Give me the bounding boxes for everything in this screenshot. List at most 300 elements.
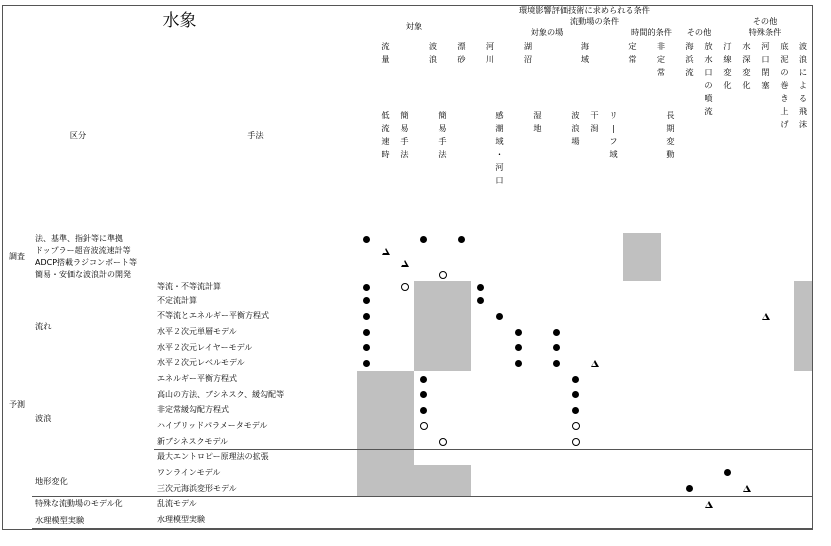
- grid-cell: [376, 434, 396, 451]
- grid-cell: [547, 387, 567, 404]
- method-label: [154, 497, 358, 514]
- grid-cell: [433, 387, 453, 404]
- grid-cell: [585, 481, 605, 498]
- grid-cell: [490, 434, 510, 451]
- colhead-tidal-river: [490, 105, 510, 234]
- grid-cell: [395, 324, 415, 341]
- grid-cell: [775, 512, 795, 529]
- grid-cell: [414, 481, 434, 498]
- grid-cell: [433, 340, 453, 357]
- grid-cell: [452, 340, 472, 357]
- grid-cell: [661, 434, 681, 451]
- grid-cell: [680, 434, 700, 451]
- grid-cell: [376, 293, 396, 310]
- grid-cell: [547, 309, 567, 326]
- method-label-text: 水平２次元単層モデル: [157, 327, 237, 337]
- mark-container: [566, 387, 585, 403]
- grid-cell: [794, 340, 813, 357]
- filled-circle-mark: [572, 391, 579, 398]
- grid-cell: [471, 512, 491, 529]
- method-label-text: 最大エントロピー原理法の拡張: [157, 452, 269, 462]
- grid-cell: [452, 450, 472, 467]
- grid-cell: [642, 497, 662, 514]
- grid-cell: [661, 418, 681, 435]
- mark-container: [566, 418, 585, 434]
- method-label-text: ハイブリッドパラメータモデル: [157, 421, 268, 431]
- method-label: [154, 434, 358, 451]
- grid-cell: [756, 387, 776, 404]
- grid-cell: [452, 481, 472, 498]
- open-circle-mark: [439, 271, 447, 279]
- mark-container: [756, 309, 775, 325]
- grid-cell: [737, 356, 757, 373]
- grid-cell: [661, 387, 681, 404]
- mark-container: [414, 371, 433, 387]
- grid-cell: [528, 293, 548, 310]
- grid-cell: [623, 309, 643, 326]
- grid-cell: [452, 371, 472, 388]
- colhead-wave-spray: [794, 37, 813, 234]
- grid-cell: [490, 497, 510, 514]
- grid-cell: [737, 512, 757, 529]
- method-label-text: 高山の方法、ブシネスク、緩勾配等: [157, 389, 285, 399]
- grid-cell: [566, 340, 586, 357]
- grid-cell: [642, 340, 662, 357]
- grid-cell: [566, 371, 586, 388]
- grid-cell: [794, 309, 813, 326]
- grid-cell: [566, 512, 586, 529]
- group-waves: [32, 371, 155, 466]
- grid-cell: [775, 309, 795, 326]
- grid-cell: [433, 356, 453, 373]
- grid-cell: [509, 324, 529, 341]
- grid-cell: [680, 497, 700, 514]
- filled-circle-mark: [572, 407, 579, 414]
- grid-cell: [699, 465, 719, 482]
- mark-container: [509, 356, 528, 372]
- grid-cell: [794, 465, 813, 482]
- filled-circle-mark: [363, 313, 370, 320]
- grid-cell: [775, 293, 795, 310]
- grid-cell: [604, 418, 624, 435]
- grid-cell: [490, 340, 510, 357]
- grid-cell: [414, 450, 434, 467]
- grid-cell: [623, 481, 643, 498]
- grid-cell: [566, 481, 586, 498]
- grid-cell: [718, 512, 738, 529]
- colhead-beach-current: [680, 37, 700, 234]
- grid-cell: [604, 497, 624, 514]
- grid-cell: [471, 403, 491, 420]
- grid-cell: [737, 450, 757, 467]
- method-label-text: エネルギー平衡方程式: [157, 374, 237, 384]
- grid-cell: [718, 371, 738, 388]
- grid-cell: [585, 403, 605, 420]
- mark-container: [357, 324, 376, 340]
- grid-cell: [775, 371, 795, 388]
- grid-cell: [452, 403, 472, 420]
- grid-cell: [604, 403, 624, 420]
- colhead-lake-text: 湖 沼: [523, 41, 533, 64]
- grid-cell: [357, 418, 377, 435]
- mark-container: [414, 387, 433, 403]
- assessment-table: [2, 5, 813, 530]
- method-label-text: 不等流とエネルギー平衡方程式: [157, 311, 269, 321]
- grid-cell: [718, 450, 738, 467]
- grid-cell: [794, 512, 813, 529]
- grid-cell: [699, 371, 719, 388]
- grid-cell: [490, 465, 510, 482]
- grid-cell: [585, 324, 605, 341]
- mark-container: [737, 481, 756, 497]
- colhead-mud-resuspension: [775, 37, 795, 234]
- header-method-text: 手法: [247, 129, 264, 140]
- grid-cell: [794, 403, 813, 420]
- mark-container: [566, 371, 585, 387]
- grid-cell: [528, 497, 548, 514]
- grid-cell: [357, 497, 377, 514]
- grid-cell: [471, 434, 491, 451]
- grid-cell: [756, 324, 776, 341]
- grid-cell: [680, 387, 700, 404]
- grid-cell: [357, 481, 377, 498]
- grid-cell: [509, 497, 529, 514]
- mark-container: [395, 281, 414, 293]
- grid-cell: [718, 403, 738, 420]
- grid-cell: [547, 512, 567, 529]
- colhead-wave-field: [566, 105, 586, 234]
- grid-cell: [623, 340, 643, 357]
- filled-circle-mark: [420, 391, 427, 398]
- grid-cell: [528, 387, 548, 404]
- grid-cell: [414, 418, 434, 435]
- grid-cell: [661, 324, 681, 341]
- grid-cell: [794, 418, 813, 435]
- grid-cell: [585, 371, 605, 388]
- colhead-steady: [623, 37, 643, 234]
- method-label: [154, 481, 358, 498]
- grid-cell: [376, 418, 396, 435]
- survey-row-label-text: ドップラー超音波流速計等: [35, 246, 131, 255]
- colhead-wave-spray-text: 波 浪 に よ る 飛 沫: [798, 41, 808, 129]
- grid-cell: [433, 465, 453, 482]
- grid-cell: [775, 403, 795, 420]
- grid-cell: [528, 418, 548, 435]
- mark-container: [433, 269, 452, 281]
- grid-cell: [528, 356, 548, 373]
- group-special-flow: [32, 497, 155, 514]
- mark-container: [357, 233, 376, 245]
- grid-cell: [452, 434, 472, 451]
- header-main-conditions-text: 環境影響評価技術に求められる条件: [518, 5, 650, 15]
- grid-cell: [680, 309, 700, 326]
- grid-cell: [623, 324, 643, 341]
- grid-cell: [414, 371, 434, 388]
- grid-cell: [661, 403, 681, 420]
- grid-cell: [376, 481, 396, 498]
- grid-cell: [794, 481, 813, 498]
- grid-cell: [376, 309, 396, 326]
- grid-cell: [452, 418, 472, 435]
- grid-cell: [490, 371, 510, 388]
- filled-circle-mark: [363, 344, 370, 351]
- group-topography: [32, 465, 155, 497]
- grid-cell: [433, 512, 453, 529]
- grid-cell: [433, 418, 453, 435]
- grid-cell: [642, 418, 662, 435]
- mark-container: [566, 434, 585, 450]
- grid-cell: [452, 324, 472, 341]
- grid-cell: [585, 340, 605, 357]
- grid-cell: [357, 403, 377, 420]
- grid-cell: [642, 356, 662, 373]
- grid-cell: [357, 371, 377, 388]
- grid-cell: [509, 481, 529, 498]
- grid-cell: [718, 309, 738, 326]
- open-circle-mark: [420, 422, 428, 430]
- grid-cell: [699, 293, 719, 310]
- filled-circle-mark: [724, 469, 731, 476]
- grid-cell: [509, 418, 529, 435]
- mark-container: [509, 340, 528, 356]
- method-label: [154, 324, 358, 341]
- colhead-long-term: [661, 105, 681, 234]
- grid-cell: [737, 324, 757, 341]
- grid-cell: [566, 418, 586, 435]
- grid-cell: [414, 434, 434, 451]
- grid-cell: [680, 450, 700, 467]
- grid-cell: [376, 356, 396, 373]
- grid-cell: [471, 293, 491, 310]
- grid-cell: [718, 293, 738, 310]
- grid-cell: [490, 293, 510, 310]
- colhead-low-velocity-text: 低 流 速 時: [381, 110, 390, 159]
- grid-cell: [471, 371, 491, 388]
- grid-cell: [471, 465, 491, 482]
- grid-cell: [376, 371, 396, 388]
- grid-cell: [623, 497, 643, 514]
- mark-container: [357, 356, 376, 372]
- grid-cell: [623, 371, 643, 388]
- grid-cell: [775, 450, 795, 467]
- grid-cell: [547, 450, 567, 467]
- method-label: [154, 371, 358, 388]
- grid-cell: [756, 340, 776, 357]
- grid-cell: [680, 481, 700, 498]
- mark-container: [452, 233, 471, 245]
- mark-container: [547, 356, 566, 372]
- method-label: [154, 512, 358, 529]
- grid-cell: [452, 387, 472, 404]
- grid-cell: [661, 465, 681, 482]
- grid-cell: [794, 371, 813, 388]
- grid-cell: [395, 434, 415, 451]
- mark-container: [357, 281, 376, 293]
- section-survey-text: 調査: [9, 252, 25, 261]
- grid-cell: [604, 371, 624, 388]
- grid-cell: [433, 324, 453, 341]
- grid-cell: [775, 387, 795, 404]
- grid-cell: [661, 340, 681, 357]
- grid-cell: [395, 371, 415, 388]
- filled-circle-mark: [553, 344, 560, 351]
- filled-circle-mark: [363, 360, 370, 367]
- grid-cell: [661, 371, 681, 388]
- grid-cell: [585, 293, 605, 310]
- grid-cell: [528, 324, 548, 341]
- filled-circle-mark: [477, 297, 484, 304]
- grid-cell: [566, 293, 586, 310]
- grid-cell: [680, 340, 700, 357]
- grid-cell: [585, 465, 605, 482]
- grid-cell: [718, 387, 738, 404]
- mark-container: [547, 340, 566, 356]
- colhead-reef: [604, 105, 624, 234]
- mark-container: [395, 257, 414, 269]
- grid-cell: [433, 434, 453, 451]
- method-label-text: 非定常緩勾配方程式: [157, 405, 229, 415]
- survey-row-label-text: 法、基準、指針等に準拠: [35, 234, 123, 243]
- grid-cell: [414, 293, 434, 310]
- grid-cell: [471, 418, 491, 435]
- grid-cell: [604, 434, 624, 451]
- grid-cell: [490, 309, 510, 326]
- grid-cell: [433, 481, 453, 498]
- grid-cell: [547, 324, 567, 341]
- grid-cell: [623, 403, 643, 420]
- method-label: [154, 340, 358, 357]
- grid-cell: [433, 403, 453, 420]
- grid-cell: [775, 497, 795, 514]
- grid-cell: [395, 403, 415, 420]
- grid-cell: [756, 434, 776, 451]
- filled-circle-mark: [363, 236, 370, 243]
- open-circle-mark: [572, 438, 580, 446]
- method-label-text: 不定流計算: [157, 295, 197, 305]
- colhead-tidal-flat: [585, 105, 605, 234]
- colhead-tidal-river-text: 感 潮 域 ・ 河 口: [495, 110, 504, 185]
- grid-cell: [566, 356, 586, 373]
- grid-cell: [718, 465, 738, 482]
- grid-cell: [604, 387, 624, 404]
- grid-cell: [547, 293, 567, 310]
- grid-cell: [547, 497, 567, 514]
- grid-cell: [756, 418, 776, 435]
- filled-circle-mark: [363, 329, 370, 336]
- grid-cell: [718, 434, 738, 451]
- filled-circle-mark: [420, 236, 427, 243]
- grid-cell: [642, 293, 662, 310]
- grid-cell: [509, 356, 529, 373]
- colhead-reef-text: リ | フ 域: [609, 110, 618, 159]
- grid-cell: [737, 403, 757, 420]
- survey-row-label-text: ADCP搭載ラジコンボート等: [35, 258, 138, 267]
- grid-cell: [566, 497, 586, 514]
- grid-cell: [490, 356, 510, 373]
- grid-cell: [642, 403, 662, 420]
- triangle-mark: [401, 260, 409, 267]
- colhead-steady-text: 定 常: [628, 41, 637, 64]
- grid-cell: [585, 356, 605, 373]
- grid-cell: [357, 450, 377, 467]
- grid-cell: [756, 293, 776, 310]
- grid-cell: [509, 434, 529, 451]
- grid-cell: [395, 512, 415, 529]
- grid-cell: [395, 450, 415, 467]
- grid-cell: [661, 293, 681, 310]
- grid-cell: [642, 387, 662, 404]
- grid-cell: [357, 434, 377, 451]
- mark-container: [680, 481, 699, 497]
- colhead-simple-a: [395, 105, 415, 234]
- header-special-conditions-text: 特殊条件: [748, 27, 782, 37]
- grid-cell: [547, 481, 567, 498]
- grid-cell: [585, 309, 605, 326]
- section-survey: [2, 233, 33, 282]
- grid-cell: [680, 293, 700, 310]
- grid-cell: [661, 481, 681, 498]
- method-label-text: 等流・不等流計算: [157, 282, 221, 291]
- colhead-wetland-text: 湿 地: [533, 110, 542, 133]
- header-flow-field-text: 流動場の条件: [569, 15, 620, 26]
- grid-cell: [699, 450, 719, 467]
- grid-cell: [775, 465, 795, 482]
- filled-circle-mark: [363, 284, 370, 291]
- grid-cell: [414, 324, 434, 341]
- filled-circle-mark: [515, 344, 522, 351]
- grid-cell: [585, 418, 605, 435]
- grid-cell: [661, 356, 681, 373]
- colhead-low-velocity: [376, 105, 396, 234]
- filled-circle-mark: [420, 376, 427, 383]
- grid-cell: [775, 481, 795, 498]
- mark-container: [471, 293, 490, 309]
- grid-cell: [585, 387, 605, 404]
- grid-cell: [604, 293, 624, 310]
- grid-cell: [376, 465, 396, 482]
- grid-cell: [547, 356, 567, 373]
- grid-cell: [547, 340, 567, 357]
- colhead-unsteady-text: 非 定 常: [656, 41, 666, 77]
- triangle-mark: [743, 485, 751, 492]
- grid-cell: [699, 324, 719, 341]
- grid-cell: [623, 434, 643, 451]
- grid-cell: [699, 497, 719, 514]
- grid-cell: [604, 465, 624, 482]
- grid-cell: [642, 512, 662, 529]
- grid-cell: [604, 481, 624, 498]
- grid-cell: [433, 309, 453, 326]
- grid-cell: [699, 387, 719, 404]
- grid-cell: [756, 465, 776, 482]
- grid-cell: [680, 356, 700, 373]
- grid-cell: [756, 309, 776, 326]
- section-prediction-text: 予測: [9, 399, 25, 409]
- grid-cell: [604, 356, 624, 373]
- grid-cell: [547, 418, 567, 435]
- grid-cell: [794, 356, 813, 373]
- grid-cell: [756, 497, 776, 514]
- filled-circle-mark: [420, 407, 427, 414]
- grid-cell: [547, 465, 567, 482]
- grid-cell: [699, 356, 719, 373]
- grid-cell: [490, 481, 510, 498]
- colhead-simple-b: [433, 105, 453, 234]
- open-circle-mark: [572, 422, 580, 430]
- grid-cell: [490, 450, 510, 467]
- grid-cell: [680, 512, 700, 529]
- grid-cell: [585, 450, 605, 467]
